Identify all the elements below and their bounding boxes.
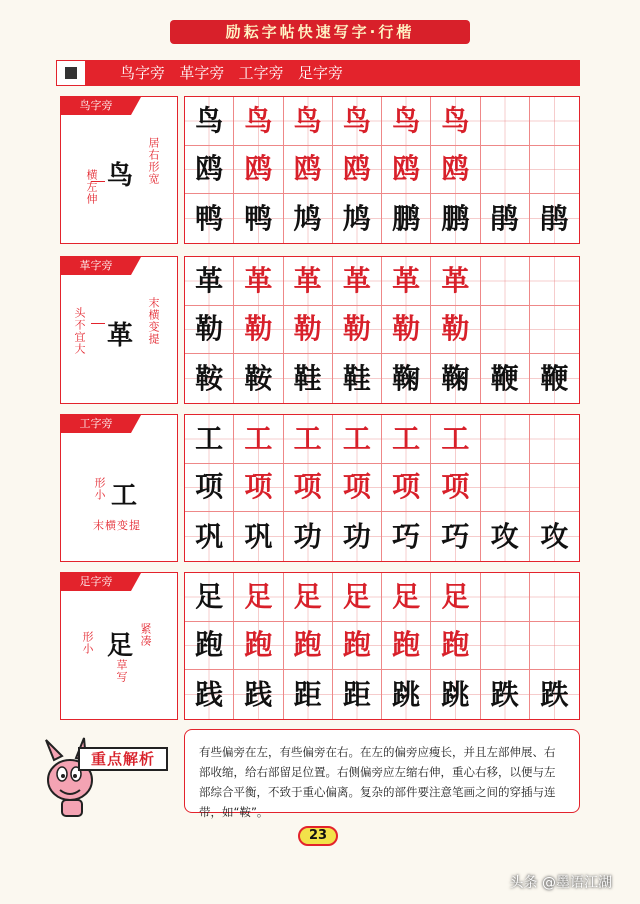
- practice-cell: 鸭: [234, 194, 283, 243]
- practice-cell: 跳: [382, 670, 431, 719]
- practice-cell: [481, 306, 530, 355]
- practice-cell: 鸟: [234, 97, 283, 146]
- radical-note: 末横变提: [147, 297, 160, 345]
- practice-cell: 鞭: [530, 354, 579, 403]
- section-niao: [60, 96, 580, 244]
- practice-cell: 鸥: [284, 146, 333, 195]
- guide-dash: [91, 323, 105, 324]
- practice-cell: [481, 146, 530, 195]
- radical-label-box: [60, 96, 178, 244]
- practice-cell: 巧: [382, 512, 431, 561]
- watermark: 头条 @墨语江湖: [509, 875, 612, 891]
- page-number: 23: [298, 826, 338, 846]
- practice-cell: 项: [431, 464, 480, 513]
- practice-cell: 鹏: [382, 194, 431, 243]
- practice-cell: 鸟: [185, 97, 234, 146]
- lesson-title-bar: [60, 60, 580, 86]
- practice-cell: 鸥: [333, 146, 382, 195]
- practice-cell: 革: [382, 257, 431, 306]
- practice-cell: 足: [382, 573, 431, 622]
- practice-cell: 工: [284, 415, 333, 464]
- practice-cell: 距: [333, 670, 382, 719]
- radical-label-box: [60, 572, 178, 720]
- radical-char: 鸟: [107, 161, 134, 191]
- radical-char: 足: [107, 631, 134, 661]
- practice-cell: 鹃: [530, 194, 579, 243]
- practice-cell: [481, 415, 530, 464]
- practice-cell: 鞍: [185, 354, 234, 403]
- radical-tab: 革字旁: [61, 257, 131, 275]
- practice-cell: [530, 573, 579, 622]
- practice-cell: 足: [185, 573, 234, 622]
- practice-cell: 践: [234, 670, 283, 719]
- practice-cell: 鸥: [431, 146, 480, 195]
- practice-cell: 巩: [185, 512, 234, 561]
- practice-cell: 跑: [333, 622, 382, 671]
- practice-cell: [530, 622, 579, 671]
- practice-grid: [184, 256, 580, 404]
- section-ge: [60, 256, 580, 404]
- practice-cell: 勒: [333, 306, 382, 355]
- radical-note: 形小: [81, 631, 94, 655]
- radical-label-box: [60, 256, 178, 404]
- practice-cell: 工: [382, 415, 431, 464]
- practice-cell: 跌: [530, 670, 579, 719]
- practice-cell: [481, 573, 530, 622]
- practice-cell: 鞠: [431, 354, 480, 403]
- practice-cell: [481, 257, 530, 306]
- practice-cell: [481, 464, 530, 513]
- title-item: 革字旁: [179, 64, 225, 82]
- practice-cell: 革: [234, 257, 283, 306]
- practice-cell: [481, 622, 530, 671]
- practice-cell: 勒: [431, 306, 480, 355]
- book-banner: 励耘字帖快速写字·行楷: [170, 20, 470, 44]
- practice-cell: 鸥: [234, 146, 283, 195]
- practice-cell: [530, 415, 579, 464]
- practice-cell: 鞋: [333, 354, 382, 403]
- practice-cell: 工: [234, 415, 283, 464]
- practice-cell: 巩: [234, 512, 283, 561]
- practice-cell: 跑: [284, 622, 333, 671]
- practice-grid: [184, 414, 580, 562]
- practice-cell: 践: [185, 670, 234, 719]
- practice-cell: 跌: [481, 670, 530, 719]
- practice-cell: 鞭: [481, 354, 530, 403]
- practice-cell: 勒: [185, 306, 234, 355]
- practice-cell: 足: [333, 573, 382, 622]
- practice-cell: 鸥: [185, 146, 234, 195]
- practice-cell: 鸟: [284, 97, 333, 146]
- practice-cell: [530, 306, 579, 355]
- practice-cell: 鸠: [284, 194, 333, 243]
- practice-cell: 鸥: [382, 146, 431, 195]
- practice-cell: 勒: [234, 306, 283, 355]
- practice-cell: [530, 146, 579, 195]
- practice-cell: 功: [333, 512, 382, 561]
- practice-cell: 鞍: [234, 354, 283, 403]
- practice-cell: [481, 97, 530, 146]
- square-bullet-icon: [56, 60, 86, 86]
- practice-cell: 足: [234, 573, 283, 622]
- practice-cell: 鹏: [431, 194, 480, 243]
- practice-cell: 攻: [530, 512, 579, 561]
- title-item: 工字旁: [238, 64, 284, 82]
- radical-tab: 鸟字旁: [61, 97, 131, 115]
- practice-cell: 跑: [431, 622, 480, 671]
- practice-cell: 工: [185, 415, 234, 464]
- practice-cell: 鸠: [333, 194, 382, 243]
- practice-cell: 鞠: [382, 354, 431, 403]
- practice-cell: 工: [431, 415, 480, 464]
- practice-cell: 鸟: [431, 97, 480, 146]
- radical-note: 草写: [115, 659, 128, 683]
- practice-cell: 足: [284, 573, 333, 622]
- radical-note: 末横变提: [93, 519, 141, 532]
- title-item: 足字旁: [297, 64, 343, 82]
- radical-tab: 工字旁: [61, 415, 131, 433]
- radical-label-box: [60, 414, 178, 562]
- radical-tab: 足字旁: [61, 573, 131, 591]
- practice-grid: [184, 572, 580, 720]
- practice-cell: 跑: [382, 622, 431, 671]
- practice-cell: 鸟: [382, 97, 431, 146]
- practice-cell: 革: [333, 257, 382, 306]
- key-analysis-text: 有些偏旁在左，有些偏旁在右。在左的偏旁应瘦长，并且左部伸展、右部收缩，给右部留足位置。右侧偏旁应左缩右伸，重心右移，以便与左部综合平衡，不致于重心偏离。复杂的部件要注意笔画之间的穿插与连带，如“鞍”。: [184, 729, 580, 813]
- practice-cell: 功: [284, 512, 333, 561]
- practice-cell: 跑: [234, 622, 283, 671]
- practice-cell: 革: [284, 257, 333, 306]
- practice-cell: 距: [284, 670, 333, 719]
- practice-cell: 项: [333, 464, 382, 513]
- practice-cell: 项: [284, 464, 333, 513]
- practice-cell: 巧: [431, 512, 480, 561]
- practice-cell: 工: [333, 415, 382, 464]
- mascot-illustration: [40, 730, 170, 820]
- radical-note: 头不宜大: [73, 307, 86, 355]
- practice-cell: 足: [431, 573, 480, 622]
- practice-cell: 勒: [382, 306, 431, 355]
- radical-note: 形小: [93, 477, 106, 501]
- section-gong: [60, 414, 580, 562]
- title-item: 鸟字旁: [120, 64, 166, 82]
- practice-cell: 跳: [431, 670, 480, 719]
- practice-cell: 革: [431, 257, 480, 306]
- practice-cell: 鞋: [284, 354, 333, 403]
- radical-note: 居右形宽: [147, 137, 160, 185]
- practice-cell: 项: [234, 464, 283, 513]
- radical-note: 横左伸: [85, 169, 98, 205]
- radical-note: 紧凑: [139, 623, 152, 647]
- practice-cell: [530, 97, 579, 146]
- key-analysis-badge: 重点解析: [78, 747, 168, 771]
- practice-cell: [530, 257, 579, 306]
- practice-cell: 项: [185, 464, 234, 513]
- practice-cell: 革: [185, 257, 234, 306]
- section-zu: [60, 572, 580, 720]
- radical-char: 革: [107, 321, 134, 351]
- practice-cell: 项: [382, 464, 431, 513]
- practice-cell: 鸟: [333, 97, 382, 146]
- radical-char: 工: [111, 481, 138, 511]
- practice-cell: 勒: [284, 306, 333, 355]
- practice-grid: [184, 96, 580, 244]
- practice-cell: 攻: [481, 512, 530, 561]
- practice-cell: 跑: [185, 622, 234, 671]
- lesson-title: [120, 60, 343, 86]
- practice-cell: 鸭: [185, 194, 234, 243]
- practice-cell: [530, 464, 579, 513]
- guide-dash: [91, 181, 105, 182]
- practice-cell: 鹃: [481, 194, 530, 243]
